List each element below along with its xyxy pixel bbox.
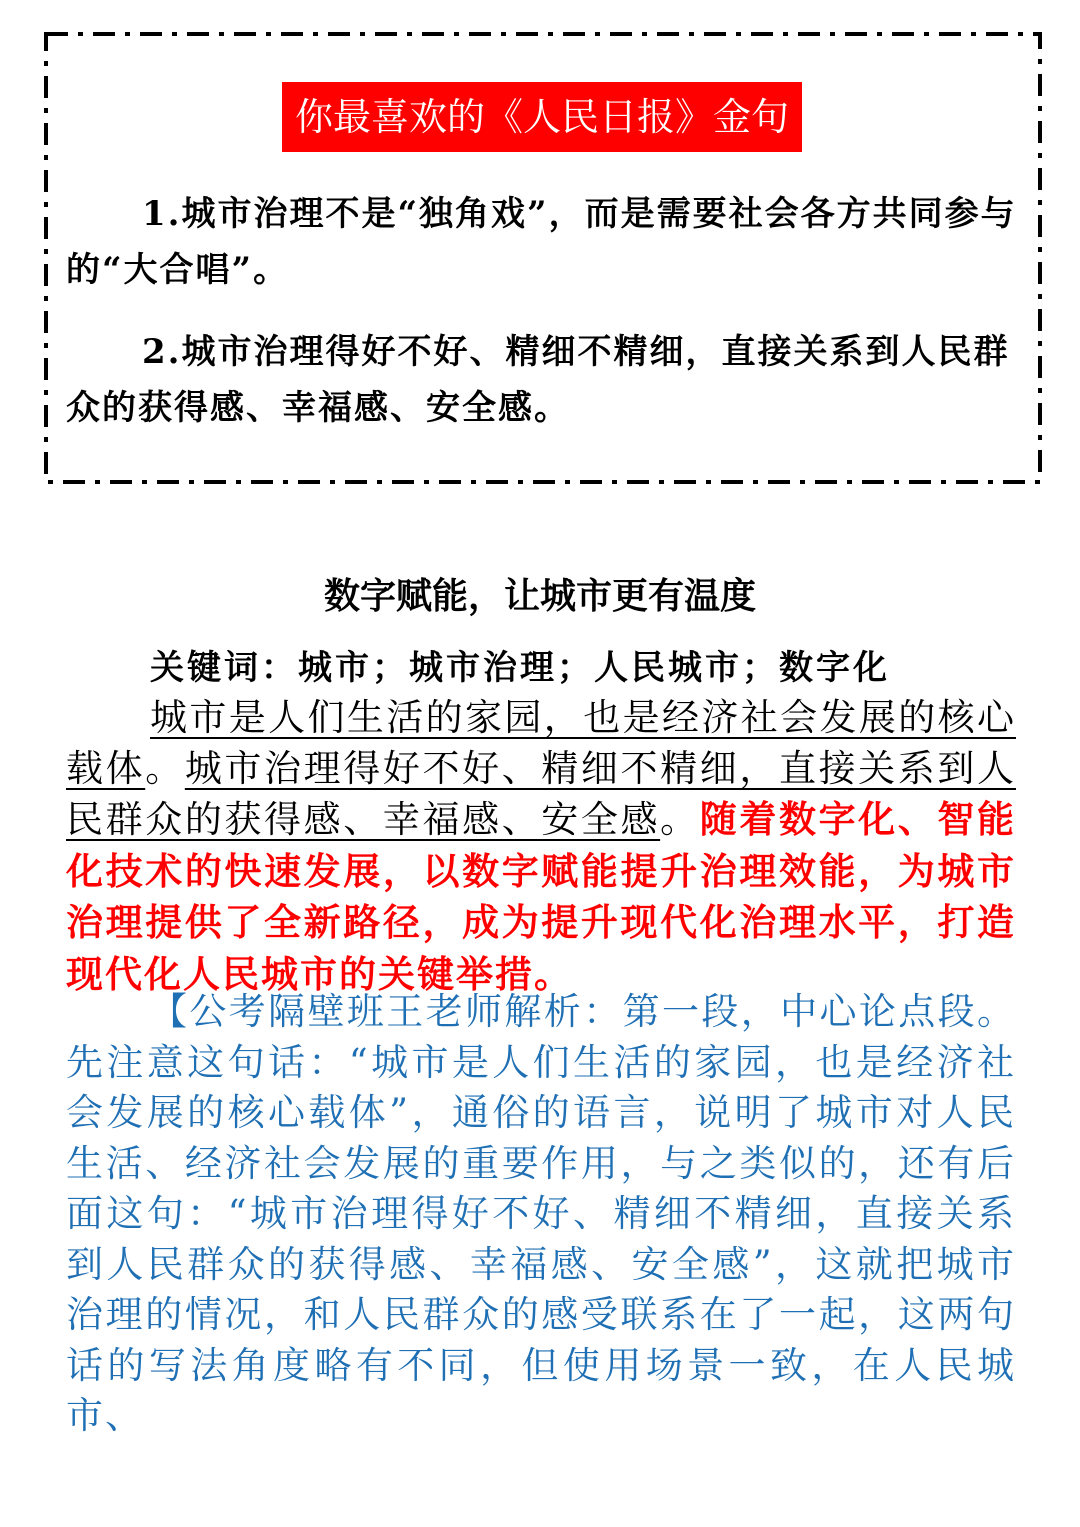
underlined-sentence: 城市是人们生活的家园，也是经济社会发展的核心载体 [66,696,1016,790]
article-title: 数字赋能，让城市更有温度 [323,575,756,617]
highlighted-sentence: 随着数字化、智能化技术的快速发展，以数字赋能提升治理效能，为城市治理提供了全新路径，成为提升现代化治理水平，打造现代化人民城市的关键举措。 [66,797,1017,996]
keywords-line: 关键词：城市；城市治理；人民城市；数字化 [150,648,890,688]
analysis-paragraph: 【公考隔壁班王老师解析：第一段，中心论点段。先注意这句话：“城市是人们生活的家园，也是经济社会发展的核心载体”，通俗的语言，说明了城市对人民生活、经济社会发展的重要作用，与之类似的，还有后面这句：“城市治理得好不好、精细不精细，直接关系到人民群众的获得感、幸福感、安全感”，这就把城市治理的情况，和人民群众的感受联系在了一起，这两句话的写法角度略有不同，但使用场景一致，在人民城市、 [66,990,1016,1437]
sentence-separator: 。 [145,746,185,790]
paragraph-1 [66,693,1016,1000]
quote-box-title: 你最喜欢的《人民日报》金句 [282,82,802,152]
quote-item: 2.城市治理得好不好、精细不精细，直接关系到人民群众的获得感、幸福感、安全感。 [66,332,1010,428]
quote-item: 1.城市治理不是“独角戏”，而是需要社会各方共同参与的“大合唱”。 [66,194,1017,290]
underlined-sentence: 城市治理得好不好、精细不精细，直接关系到人民群众的获得感、幸福感、安全感 [66,746,1017,841]
sentence-separator: 。 [660,798,700,841]
